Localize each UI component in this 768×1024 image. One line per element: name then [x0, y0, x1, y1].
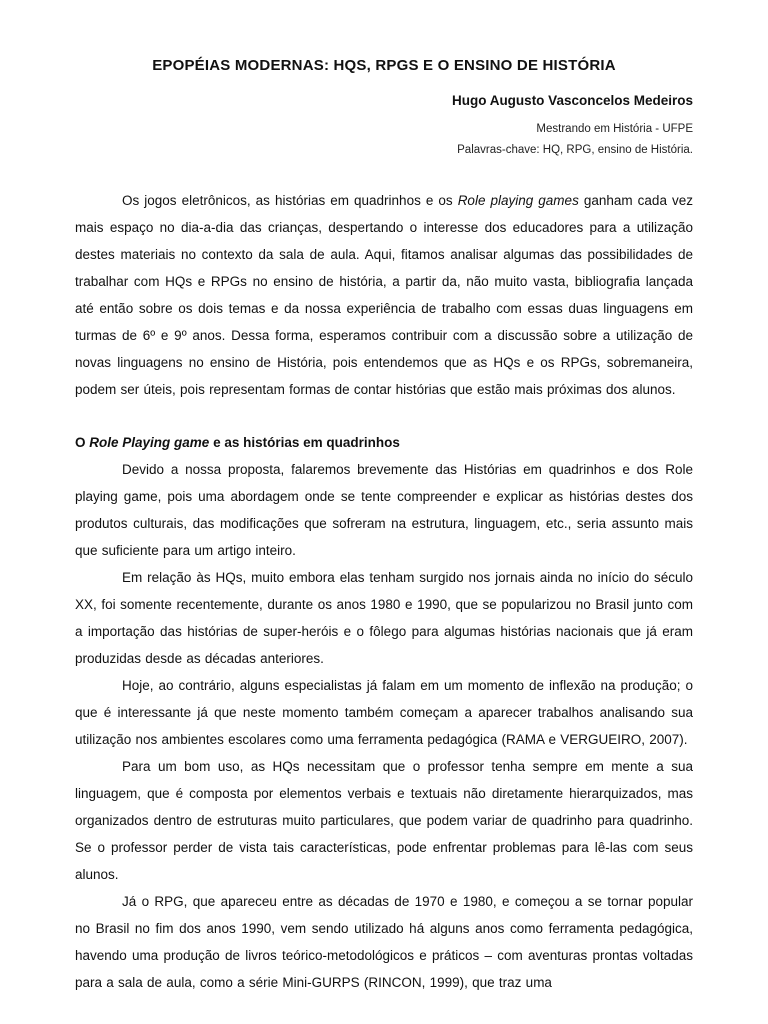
paragraph: Já o RPG, que apareceu entre as décadas de 1970 e 1980, e começou a se tornar popular no Brasil no fim dos anos 1990, vem sendo utilizado há alguns anos como ferramenta pedagógica, havendo uma produção de livros teórico-metodológicos e práticos – com aventuras prontas voltadas para a sala de aula, como a série Mini-GURPS (RINCON, 1999), que traz uma: [75, 894, 693, 990]
keywords-line: Palavras-chave: HQ, RPG, ensino de História.: [457, 144, 693, 156]
paragraph: Para um bom uso, as HQs necessitam que o professor tenha sempre em mente a sua linguagem, que é composta por elementos verbais e textuais não diretamente hierarquizados, mas organizados dentro de estruturas muito particulares, que podem variar de quadrinho para quadrinho. Se o professor perder de vista tais características, pode enfrentar problemas para lê-las com seus alunos.: [75, 759, 693, 882]
document-body: [75, 187, 693, 996]
paragraph: Em relação às HQs, muito embora elas tenham surgido nos jornais ainda no início do século XX, foi somente recentemente, durante os anos 1980 e 1990, que se popularizou no Brasil junto com a importação das histórias de super-heróis e o fôlego para algumas histórias nacionais que já eram produzidas desde as décadas anteriores.: [75, 570, 693, 666]
affiliation-line: Mestrando em História - UFPE: [536, 123, 693, 135]
author-name: Hugo Augusto Vasconcelos Medeiros: [451, 93, 693, 108]
page-title: EPOPÉIAS MODERNAS: HQS, RPGS E O ENSINO DE HISTÓRIA: [152, 57, 616, 74]
paragraph: Devido a nossa proposta, falaremos brevemente das Histórias em quadrinhos e dos Role playing game, pois uma abordagem onde se tente compreender e explicar as histórias destes dos produtos culturais, das modificações que sofreram na estrutura, linguagem, etc., seria assunto mais que suficiente para um artigo inteiro.: [75, 462, 693, 558]
section-heading: O Role Playing game e as histórias em quadrinhos: [75, 435, 400, 450]
abstract-paragraph: Os jogos eletrônicos, as histórias em quadrinhos e os Role playing games ganham cada vez mais espaço no dia-a-dia das crianças, despertando o interesse dos educadores para a utilização destes materiais no contexto da sala de aula. Aqui, fitamos analisar algumas das possibilidades de trabalhar com HQs e RPGs no ensino de história, a partir da, não muito vasta, bibliografia lançada até então sobre os dois temas e da nossa experiência de trabalho com essas duas linguagens em turmas de 6º e 9º anos. Dessa forma, esperamos contribuir com a discussão sobre a utilização de novas linguagens no ensino de História, pois entendemos que as HQs e os RPGs, sobremaneira, podem ser úteis, pois representam formas de contar histórias que estão mais próximas dos alunos.: [75, 193, 693, 397]
paragraph: Hoje, ao contrário, alguns especialistas já falam em um momento de inflexão na produção; o que é interessante já que neste momento também começam a aparecer trabalhos analisando sua utilização nos ambientes escolares como uma ferramenta pedagógica (RAMA e VERGUEIRO, 2007).: [75, 678, 693, 747]
